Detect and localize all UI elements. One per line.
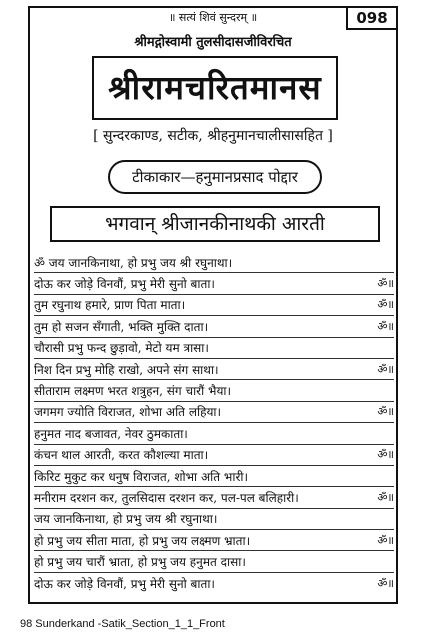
verse-refrain: ॐ॥: [377, 577, 394, 591]
verse-line: [34, 295, 394, 316]
verse-line: [34, 530, 394, 551]
verse-refrain: ॐ॥: [377, 319, 394, 333]
verse-text: तुम हो सजन सँगाती, भक्ति मुक्ति दाता।: [34, 319, 209, 334]
verse-text: किरिट मुकुट कर धनुष विराजत, शोभा अति भारी।: [34, 469, 249, 484]
book-title: श्रीरामचरितमानस: [92, 56, 338, 120]
verse-line: [34, 509, 394, 530]
verse-refrain: ॐ॥: [377, 277, 394, 291]
verse-line: [34, 466, 394, 487]
verse-line: [34, 402, 394, 423]
verse-text: ॐ जय जानकिनाथा, हो प्रभु जय श्री रघुनाथा।: [34, 255, 233, 270]
author-line: श्रीमद्गोस्वामी तुलसीदासजीविरचित: [134, 35, 292, 50]
verse-text: निश दिन प्रभु मोहि राखो, अपने संग साथा।: [34, 362, 219, 377]
verse-line: [34, 273, 394, 294]
verse-text: तुम रघुनाथ हमारे, प्राण पिता माता।: [34, 298, 186, 313]
verse-text: हनुमत नाद बजावत, नेवर ठुमकाता।: [34, 426, 188, 441]
verse-text: दोऊ कर जोड़े विनवौं, प्रभु मेरी सुनो बाता।: [34, 577, 215, 592]
page-number: 098: [346, 6, 398, 30]
page-caption: 98 Sunderkand -Satik_Section_1_1_Front: [20, 618, 225, 630]
verse-list: [34, 252, 394, 594]
verse-refrain: ॐ॥: [377, 448, 394, 462]
verse-text: हो प्रभु जय सीता माता, हो प्रभु जय लक्ष्मण भ्राता।: [34, 533, 251, 548]
verse-line: [34, 487, 394, 508]
page-frame: [28, 6, 398, 604]
verse-line: [34, 316, 394, 337]
verse-text: जय जानकिनाथा, हो प्रभु जय श्री रघुनाथा।: [34, 512, 218, 527]
verse-refrain: ॐ॥: [377, 533, 394, 547]
verse-text: दोऊ कर जोड़े विनवौं, प्रभु मेरी सुनो बाता।: [34, 277, 215, 292]
verse-refrain: ॐ॥: [377, 405, 394, 419]
verse-refrain: ॐ॥: [377, 362, 394, 376]
verse-line: [34, 338, 394, 359]
verse-text: मनीराम दरशन कर, तुलसिदास दरशन कर, पल-पल बलिहारी।: [34, 490, 299, 505]
motto: ॥ सत्यं शिवं सुन्दरम् ॥: [168, 11, 258, 24]
verse-line: [34, 445, 394, 466]
verse-text: हो प्रभु जय चारौं भ्राता, हो प्रभु जय हनुमत दासा।: [34, 555, 246, 570]
verse-line: [34, 252, 394, 273]
commentator-label: टीकाकार—हनुमानप्रसाद पोद्दार: [108, 160, 322, 194]
aarti-title: भगवान् श्रीजानकीनाथकी आरती: [50, 206, 380, 242]
verse-text: कंचन थाल आरती, करत कौशल्या माता।: [34, 448, 209, 463]
verse-text: चौरासी प्रभु फन्द छुड़ावो, मेटो यम त्रासा।: [34, 341, 209, 356]
verse-refrain: ॐ॥: [377, 298, 394, 312]
verse-line: [34, 551, 394, 572]
verse-line: [34, 380, 394, 401]
book-subtitle: [ सुन्दरकाण्ड, सटीक, श्रीहनुमानचालीसासहित ]: [93, 128, 333, 144]
verse-line: [34, 573, 394, 594]
verse-refrain: ॐ॥: [377, 490, 394, 504]
verse-line: [34, 423, 394, 444]
verse-text: सीताराम लक्ष्मण भरत शत्रुहन, संग चारौं भैया।: [34, 384, 232, 399]
verse-line: [34, 359, 394, 380]
verse-text: जगमग ज्योति विराजत, शोभा अति लहिया।: [34, 405, 222, 420]
